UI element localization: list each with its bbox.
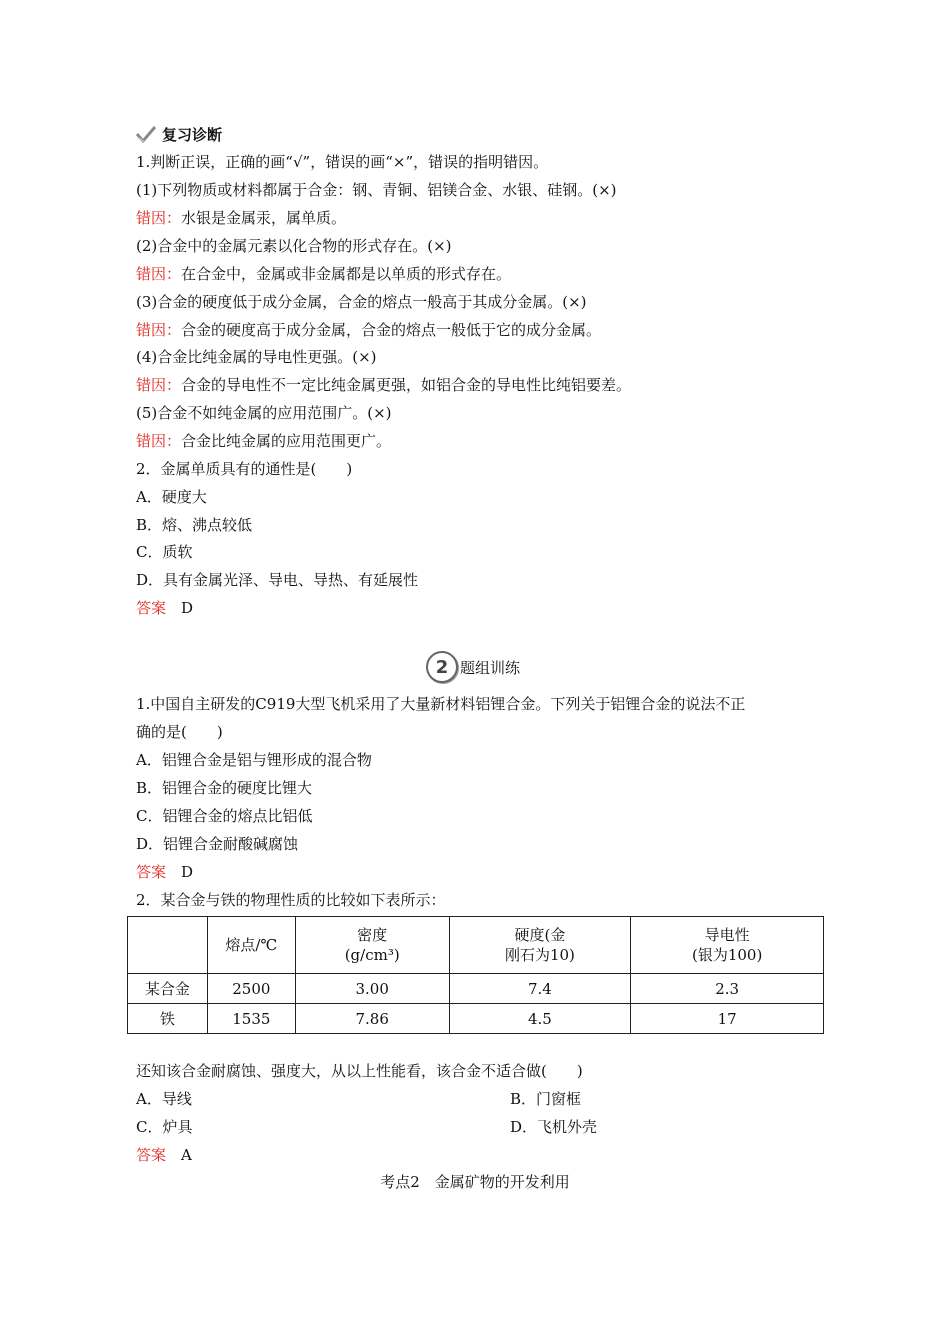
reason-text: 水银是金属汞，属单质。 (181, 209, 347, 227)
header-line: (g/cm³) (344, 946, 400, 964)
q2-option-b: B．熔、沸点较低 (136, 516, 253, 534)
q1-intro: 1.判断正误，正确的画“√”，错误的画“×”，错误的指明错因。 (136, 153, 549, 171)
item-2-reason (136, 264, 511, 284)
q2-option-c: C．质软 (136, 543, 193, 561)
reason-label: 错因： (136, 376, 182, 394)
header-cell (631, 917, 824, 974)
q2-answer (136, 598, 193, 618)
item-5-text: (5)合金不如纯金属的应用范围广。(×) (136, 404, 392, 422)
table-cell: 7.4 (449, 974, 631, 1004)
answer-label: 答案 (136, 863, 167, 881)
header-cell (128, 917, 208, 974)
reason-label: 错因： (136, 432, 182, 450)
header-line: 密度 (357, 926, 388, 944)
table-cell: 铁 (128, 1004, 208, 1034)
answer-value: D (181, 863, 194, 881)
checkmark-icon (136, 125, 156, 143)
group-header (426, 652, 520, 682)
g1-option-b: B．铝锂合金的硬度比锂大 (136, 779, 313, 797)
item-1-text: (1)下列物质或材料都属于合金：钢、青铜、铝镁合金、水银、硅钢。(×) (136, 181, 617, 199)
table-cell: 1535 (207, 1004, 295, 1034)
g1-stem-line1: 1.中国自主研发的C919大型飞机采用了大量新材料铝锂合金。下列关于铝锂合金的说法不正 (136, 695, 746, 713)
header-cell (295, 917, 449, 974)
header-line: 硬度(金 (514, 926, 566, 944)
item-4-text: (4)合金比纯金属的导电性更强。(×) (136, 348, 377, 366)
table-cell: 3.00 (295, 974, 449, 1004)
footer-heading: 考点2 金属矿物的开发利用 (380, 1173, 570, 1191)
header-line: (银为100) (691, 946, 763, 964)
g2-followup: 还知该合金耐腐蚀、强度大，从以上性能看，该合金不适合做( ) (136, 1062, 583, 1080)
g2-option-b: B．门窗框 (510, 1090, 582, 1108)
reason-label: 错因： (136, 321, 182, 339)
item-5-reason (136, 431, 391, 451)
table-header-row (128, 917, 824, 974)
section-header (136, 124, 222, 144)
item-2-text: (2)合金中的金属元素以化合物的形式存在。(×) (136, 237, 452, 255)
g1-option-c: C．铝锂合金的熔点比铝低 (136, 807, 313, 825)
table-row (128, 974, 824, 1004)
reason-text: 合金的导电性不一定比纯金属更强，如铝合金的导电性比纯铝要差。 (181, 376, 632, 394)
reason-label: 错因： (136, 265, 182, 283)
properties-table (127, 916, 824, 1034)
q2-stem: 2．金属单质具有的通性是( ) (136, 460, 353, 478)
g1-stem-line2: 确的是( ) (136, 723, 223, 741)
reason-text: 在合金中，金属或非金属都是以单质的形式存在。 (181, 265, 512, 283)
section-title: 复习诊断 (162, 125, 223, 144)
answer-value: A (181, 1146, 192, 1164)
item-4-reason (136, 375, 631, 395)
answer-value: D (181, 599, 194, 617)
table-cell: 2.3 (631, 974, 824, 1004)
number-badge-icon: 2 (426, 651, 458, 683)
header-cell (207, 917, 295, 974)
g2-option-c: C．炉具 (136, 1118, 193, 1136)
item-3-reason (136, 320, 601, 340)
table-cell: 17 (631, 1004, 824, 1034)
g2-option-d: D．飞机外壳 (510, 1118, 598, 1136)
item-1-reason (136, 208, 346, 228)
g1-answer (136, 862, 193, 882)
table-cell: 7.86 (295, 1004, 449, 1034)
g1-option-d: D．铝锂合金耐酸碱腐蚀 (136, 835, 299, 853)
item-3-text: (3)合金的硬度低于成分金属，合金的熔点一般高于其成分金属。(×) (136, 293, 587, 311)
reason-text: 合金比纯金属的应用范围更广。 (181, 432, 392, 450)
group-title: 题组训练 (460, 658, 521, 677)
q2-option-d: D．具有金属光泽、导电、导热、有延展性 (136, 571, 419, 589)
header-line: 刚石为10) (504, 946, 575, 964)
header-cell (449, 917, 631, 974)
header-line: 熔点/℃ (225, 936, 278, 954)
g2-stem: 2．某合金与铁的物理性质的比较如下表所示： (136, 891, 446, 909)
header-line: 导电性 (704, 926, 750, 944)
table-cell: 2500 (207, 974, 295, 1004)
answer-label: 答案 (136, 599, 167, 617)
table-cell: 某合金 (128, 974, 208, 1004)
table-cell: 4.5 (449, 1004, 631, 1034)
g2-answer (136, 1145, 192, 1165)
g2-option-a: A．导线 (136, 1090, 192, 1108)
g1-option-a: A．铝锂合金是铝与锂形成的混合物 (136, 751, 372, 769)
reason-label: 错因： (136, 209, 182, 227)
q2-option-a: A．硬度大 (136, 488, 207, 506)
reason-text: 合金的硬度高于成分金属，合金的熔点一般低于它的成分金属。 (181, 321, 602, 339)
table-row (128, 1004, 824, 1034)
answer-label: 答案 (136, 1146, 167, 1164)
